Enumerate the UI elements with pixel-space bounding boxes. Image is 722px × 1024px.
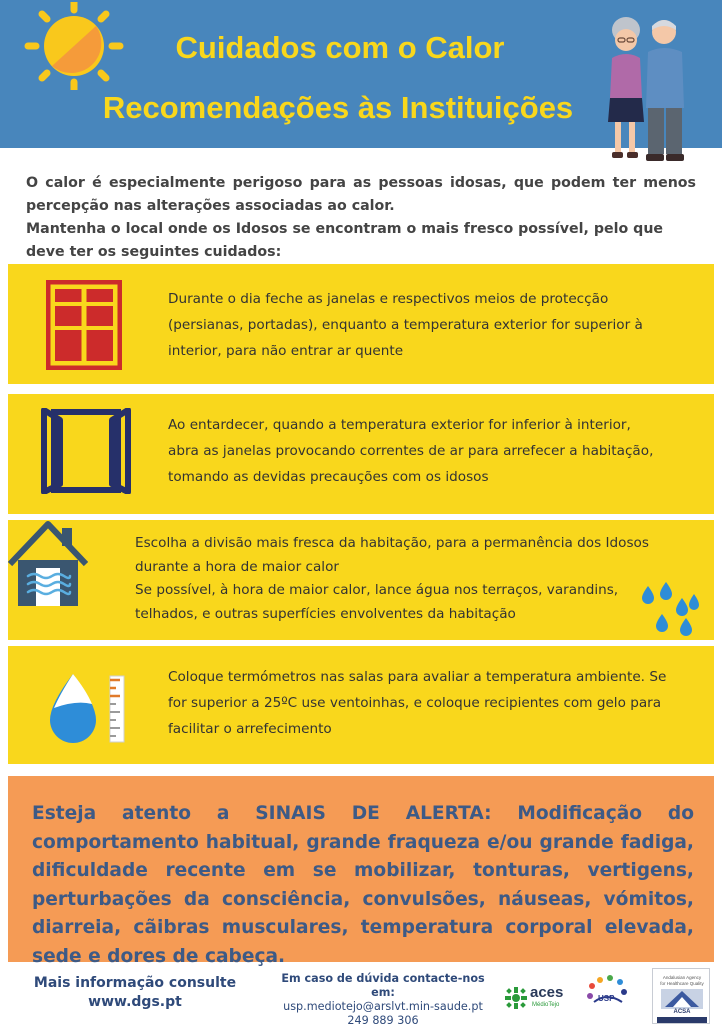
usp-logo <box>582 972 632 1014</box>
acsa-accreditation-seal <box>652 968 710 1024</box>
acsa-agency-line: Andalusian Agency <box>662 975 702 980</box>
card-line: telhados, e outras superfícies envolventes da habitação <box>135 605 516 622</box>
card-line: Escolha a divisão mais fresca da habitação, para a permanência dos Idosos <box>135 535 649 551</box>
contact-info <box>278 972 488 1024</box>
more-info-label: Mais informação consulte <box>33 975 237 991</box>
header-banner <box>0 0 722 148</box>
recommendation-card <box>8 520 714 640</box>
water-drop-thermometer-icon <box>46 670 130 746</box>
recommendation-card <box>8 394 714 514</box>
acsa-seal-band <box>657 1017 707 1023</box>
aces-logo <box>504 980 574 1014</box>
card-line: (persianas, portadas), enquanto a temperatura exterior for superior à <box>168 317 643 333</box>
intro-paragraph: Mantenha o local onde os Idosos se encontram o mais fresco possível, pelo que deve ter os seguintes cuidados: <box>26 221 664 260</box>
aces-emblem-icon <box>504 986 528 1010</box>
card-line: for superior a 25ºC use ventoinhas, e coloque recipientes com gelo para <box>168 695 662 711</box>
usp-logo-icon <box>582 972 632 1014</box>
card-line: Ao entardecer, quando a temperatura exterior for inferior à interior, <box>168 417 631 433</box>
recommendation-card <box>8 646 714 764</box>
contact-title: Em caso de dúvida contacte-nos em: <box>281 972 485 999</box>
acsa-label: ACSA <box>673 1009 691 1015</box>
acsa-emblem-icon <box>661 989 703 1009</box>
more-info-link[interactable]: www.dgs.pt <box>88 994 182 1010</box>
intro-paragraph: O calor é especialmente perigoso para as pessoas idosas, que podem ter menos percepção nas alterações associadas ao calor. <box>26 175 696 214</box>
card-line: Se possível, à hora de maior calor, lance água nos terraços, varandins, <box>135 582 619 598</box>
elderly-couple-icon <box>600 10 692 166</box>
open-window-icon <box>40 408 132 494</box>
card-line: tomando as devidas precauções com os idosos <box>168 469 489 485</box>
card-line: facilitar o arrefecimento <box>168 721 332 737</box>
warning-signs-text: Esteja atento a SINAIS DE ALERTA: Modificação do comportamento habitual, grande fraqueza e/ou grande fadiga, dificuldade recente em se mobilizar, tonturas, vertigens, perturbações da consciência, convulsões, náuseas, vómitos, diarreia, cãibras musculares, temperatura corporal elevada, sede e dores de cabeça. <box>32 803 694 967</box>
intro-text <box>26 172 696 264</box>
aces-logo-subtext: MédioTejo <box>532 1002 560 1008</box>
acsa-agency-line: for Healthcare Quality <box>660 981 704 986</box>
closed-window-icon <box>46 280 122 370</box>
page-title: Cuidados com o Calor <box>175 30 505 65</box>
more-info <box>30 974 240 1012</box>
card-line: Durante o dia feche as janelas e respectivos meios de protecção <box>168 291 609 307</box>
card-line: interior, para não entrar ar quente <box>168 343 404 359</box>
card-line: abra as janelas provocando correntes de ar para arrefecer a habitação, <box>168 443 654 459</box>
aces-logo-text: aces <box>530 984 564 1001</box>
card-line: durante a hora de maior calor <box>135 558 339 575</box>
usp-logo-text: USP <box>598 994 615 1003</box>
recommendation-card <box>8 264 714 384</box>
contact-phone: 249 889 306 <box>347 1014 419 1024</box>
cool-house-icon <box>8 520 88 608</box>
card-line: Coloque termómetros nas salas para avaliar a temperatura ambiente. Se <box>168 669 667 685</box>
water-drops-icon <box>640 582 700 638</box>
warning-signs-box <box>8 776 714 967</box>
page-subtitle: Recomendações às Instituições <box>102 90 574 125</box>
contact-email[interactable]: usp.mediotejo@arslvt.min-saude.pt <box>283 1000 483 1013</box>
sun-icon <box>22 2 126 90</box>
